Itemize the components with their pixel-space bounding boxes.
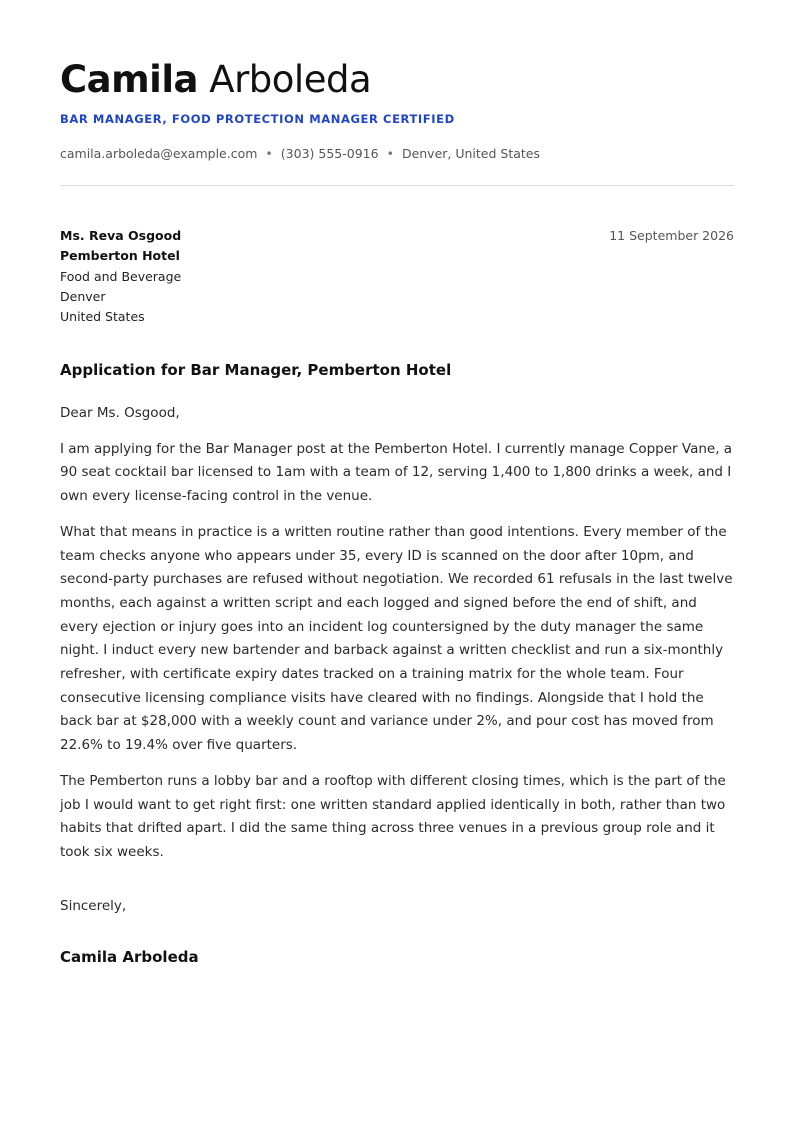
body-paragraph: What that means in practice is a written routine rather than good intentions. Every member of the team checks anyone who appears under 35, every ID is scanned on the door after 10pm, and second-party purchases are refused without negotiation. We recorded 61 refusals in the last twelve months, each against a written script and each logged and signed before the end of shift, and every ejection or injury goes into an incident log countersigned by the duty manager the same night. I induct every new bartender and barback against a written checklist and run a six-monthly refresher, with certificate expiry dates tracked on a training matrix for the whole team. Four consecutive licensing compliance visits have cleared with no findings. Alongside that I hold the back bar at $28,000 with a weekly count and variance under 2%, and pour cost has moved from 22.6% to 19.4% over five quarters. [60, 523, 733, 754]
last-name: Arboleda [209, 58, 372, 101]
first-name: Camila [60, 58, 199, 101]
applicant-name [60, 58, 734, 102]
cover-letter [60, 0, 734, 966]
recipient-country: United States [60, 309, 145, 325]
closing: Sincerely, [60, 898, 127, 914]
contact-separator: • [265, 146, 273, 161]
contact-location: Denver, United States [401, 146, 540, 161]
letter-subject: Application for Bar Manager, Pemberton Hotel [60, 361, 452, 379]
contact-line [60, 146, 734, 161]
contact-phone: (303) 555-0916 [280, 146, 379, 161]
recipient-city: Denver [60, 288, 106, 304]
recipient-department: Food and Beverage [60, 268, 182, 284]
body-paragraph: The Pemberton runs a lobby bar and a rooftop with different closing times, which is the part of the job I would want to get right first: one written standard applied identically in both, rather than two habits that drifted apart. I did the same thing across three venues in a previous group role and it took six weeks. [60, 772, 726, 860]
recipient-name: Ms. Reva Osgood [60, 228, 182, 243]
body-paragraph: I am applying for the Bar Manager post at the Pemberton Hotel. I currently manage Copper Vane, a 90 seat cocktail bar licensed to 1am with a team of 12, serving 1,400 to 1,800 drinks a week, and I own every license-facing control in the venue. [60, 440, 733, 505]
contact-separator: • [386, 146, 394, 161]
signature: Camila Arboleda [60, 948, 199, 966]
recipient-block [60, 226, 181, 327]
professional-headline: BAR MANAGER, FOOD PROTECTION MANAGER CERTIFIED [60, 112, 455, 126]
recipient-company: Pemberton Hotel [60, 248, 180, 264]
letter-date: 11 September 2026 [609, 228, 734, 243]
letter-body [60, 402, 734, 877]
contact-email: camila.arboleda@example.com [60, 146, 258, 161]
header-divider [60, 185, 734, 186]
salutation: Dear Ms. Osgood, [60, 405, 180, 421]
letter-header [60, 0, 734, 161]
